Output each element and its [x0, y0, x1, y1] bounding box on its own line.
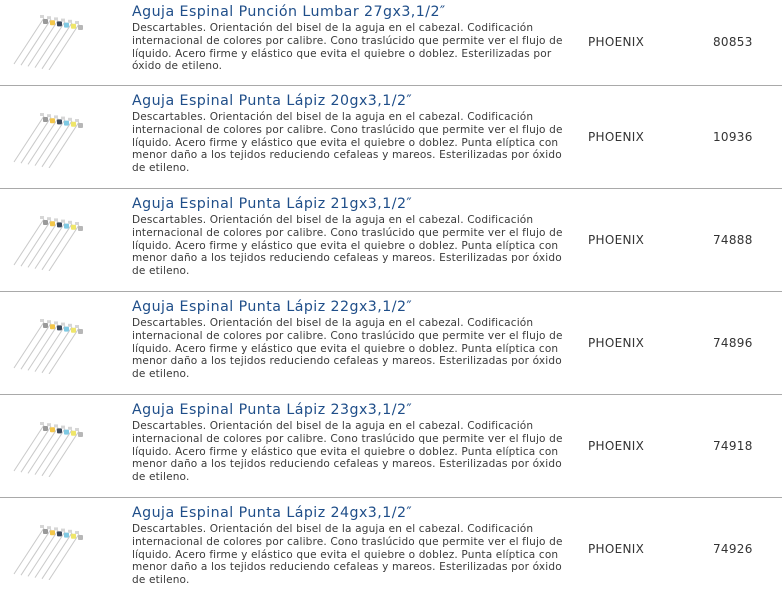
- product-code: 74896: [713, 336, 753, 350]
- needle-shaft: [42, 327, 72, 373]
- needle-cap: [75, 222, 79, 225]
- needle-cap: [54, 321, 58, 324]
- needle-hub: [57, 222, 62, 227]
- needle-shaft: [35, 223, 65, 269]
- needle-cap: [75, 21, 79, 24]
- product-description: Descartables. Orientación del bisel de la aguja en el cabezal. Codificación internacional de colores por calibre. Cono traslúcido que permite ver el flujo de líquido. Acero firme y elástico que evita el quiebre o doblez. Punta elíptica con menor daño a los tejidos reduciendo cefaleas y mareos. Esterilizadas por óxido de etileno.: [132, 523, 563, 587]
- needle-shaft: [21, 19, 51, 65]
- needle-hub: [64, 533, 69, 538]
- needle-shaft: [42, 121, 72, 167]
- product-title[interactable]: Aguja Espinal Punta Lápiz 22gx3,1/2″: [132, 299, 413, 315]
- product-description: Descartables. Orientación del bisel de la aguja en el cabezal. Codificación internacional de colores por calibre. Cono traslúcido que permite ver el flujo de líquido. Acero firme y elástico que evita el quiebre o doblez. Punta elíptica con menor daño a los tejidos reduciendo cefaleas y mareos. Esterilizadas por óxido de etileno.: [132, 214, 563, 278]
- needle-hub: [64, 327, 69, 332]
- product-row[interactable]: [0, 292, 782, 395]
- needle-shaft: [42, 224, 72, 270]
- needle-cap: [40, 113, 44, 116]
- needle-shaft: [28, 118, 58, 164]
- needle-shaft: [35, 532, 65, 578]
- product-description: Descartables. Orientación del bisel de la aguja en el cabezal. Codificación internacional de colores por calibre. Cono traslúcido que permite ver el flujo de líquido. Acero firme y elástico que evita el quiebre o doblez. Punta elíptica con menor daño a los tejidos reduciendo cefaleas y mareos. Esterilizadas por óxido de etileno.: [132, 420, 563, 484]
- needle-cap: [47, 114, 51, 117]
- needle-cap: [47, 423, 51, 426]
- needle-hub: [71, 534, 76, 539]
- needle-shaft: [35, 326, 65, 372]
- needle-cap: [75, 325, 79, 328]
- product-description: Descartables. Orientación del bisel de la aguja en el cabezal. Codificación internacional de colores por calibre. Cono traslúcido que permite ver el flujo de líquido. Acero firme y elástico que evita el quiebre o doblez. Punta elíptica con menor daño a los tejidos reduciendo cefaleas y mareos. Esterilizadas por óxido de etileno.: [132, 317, 563, 381]
- needle-set-thumbnail[interactable]: [10, 312, 116, 374]
- needle-cap: [68, 427, 72, 430]
- needle-cap: [75, 428, 79, 431]
- needle-cap: [47, 217, 51, 220]
- needle-shaft: [28, 221, 58, 267]
- needle-cap: [61, 117, 65, 120]
- needle-hub: [57, 325, 62, 330]
- needle-cap: [61, 220, 65, 223]
- needle-cap: [47, 526, 51, 529]
- needle-hub: [78, 123, 83, 128]
- needle-cap: [54, 218, 58, 221]
- needle-cap: [40, 15, 44, 18]
- needle-hub: [43, 529, 48, 534]
- product-row[interactable]: [0, 395, 782, 498]
- needle-cap: [75, 531, 79, 534]
- product-brand: PHOENIX: [588, 542, 645, 556]
- product-title[interactable]: Aguja Espinal Punta Lápiz 23gx3,1/2″: [132, 402, 413, 418]
- needle-shaft: [42, 430, 72, 476]
- needle-cap: [68, 20, 72, 23]
- needle-hub: [64, 121, 69, 126]
- product-description: Descartables. Orientación del bisel de la aguja en el cabezal. Codificación internacional de colores por calibre. Cono traslúcido que permite ver el flujo de líquido. Acero firme y elástico que evita el quiebre o doblez. Punta elíptica con menor daño a los tejidos reduciendo cefaleas y mareos. Esterilizadas por óxido de etileno.: [132, 111, 563, 175]
- needle-shaft: [21, 117, 51, 163]
- needle-shaft: [35, 429, 65, 475]
- needle-shaft: [49, 122, 79, 168]
- needle-cap: [68, 118, 72, 121]
- needle-shaft: [49, 328, 79, 374]
- needle-hub: [64, 430, 69, 435]
- needle-shaft: [49, 24, 79, 70]
- needle-cap: [54, 115, 58, 118]
- needle-shaft: [21, 529, 51, 575]
- product-row[interactable]: [0, 189, 782, 292]
- needle-hub: [71, 225, 76, 230]
- needle-cap: [40, 422, 44, 425]
- product-title[interactable]: Aguja Espinal Punta Lápiz 24gx3,1/2″: [132, 505, 413, 521]
- needle-hub: [50, 427, 55, 432]
- needle-set-thumbnail[interactable]: [10, 8, 116, 70]
- needle-cap: [54, 424, 58, 427]
- product-title[interactable]: Aguja Espinal Punción Lumbar 27gx3,1/2″: [132, 4, 446, 20]
- needle-shaft: [21, 220, 51, 266]
- needle-hub: [64, 224, 69, 229]
- product-code: 80853: [713, 35, 753, 49]
- needle-shaft: [14, 528, 44, 574]
- product-brand: PHOENIX: [588, 130, 645, 144]
- product-code: 74918: [713, 439, 753, 453]
- needle-cap: [40, 525, 44, 528]
- needle-hub: [78, 535, 83, 540]
- product-brand: PHOENIX: [588, 233, 645, 247]
- needle-hub: [78, 25, 83, 30]
- product-brand: PHOENIX: [588, 336, 645, 350]
- needle-shaft: [49, 534, 79, 580]
- needle-hub: [71, 122, 76, 127]
- product-brand: PHOENIX: [588, 35, 645, 49]
- needle-shaft: [35, 22, 65, 68]
- product-row[interactable]: [0, 498, 782, 599]
- needle-shaft: [14, 425, 44, 471]
- product-code: 74926: [713, 542, 753, 556]
- needle-cap: [40, 319, 44, 322]
- needle-hub: [50, 324, 55, 329]
- needle-shaft: [14, 219, 44, 265]
- needle-cap: [68, 221, 72, 224]
- needle-set-thumbnail[interactable]: [10, 518, 116, 580]
- needle-shaft: [28, 20, 58, 66]
- needle-shaft: [21, 426, 51, 472]
- needle-shaft: [14, 322, 44, 368]
- needle-hub: [71, 24, 76, 29]
- needle-hub: [78, 329, 83, 334]
- product-title[interactable]: Aguja Espinal Punta Lápiz 21gx3,1/2″: [132, 196, 413, 212]
- needle-hub: [57, 531, 62, 536]
- needle-cap: [47, 320, 51, 323]
- needle-hub: [57, 21, 62, 26]
- needle-hub: [43, 220, 48, 225]
- needle-cap: [68, 324, 72, 327]
- needle-cap: [54, 527, 58, 530]
- needle-shaft: [14, 116, 44, 162]
- needle-hub: [43, 19, 48, 24]
- needle-cap: [40, 216, 44, 219]
- needle-cap: [68, 530, 72, 533]
- needle-hub: [50, 530, 55, 535]
- needle-shaft: [42, 533, 72, 579]
- needle-shaft: [14, 18, 44, 64]
- product-brand: PHOENIX: [588, 439, 645, 453]
- needle-cap: [75, 119, 79, 122]
- needle-hub: [71, 431, 76, 436]
- product-code: 74888: [713, 233, 753, 247]
- needle-hub: [50, 221, 55, 226]
- needle-set-thumbnail[interactable]: [10, 415, 116, 477]
- needle-cap: [61, 19, 65, 22]
- needle-set-thumbnail[interactable]: [10, 209, 116, 271]
- needle-hub: [64, 23, 69, 28]
- product-description: Descartables. Orientación del bisel de la aguja en el cabezal. Codificación internacional de colores por calibre. Cono traslúcido que permite ver el flujo de líquido. Acero firme y elástico que evita el quiebre o doblez. Esterilizadas por óxido de etileno.: [132, 22, 563, 73]
- needle-hub: [43, 426, 48, 431]
- product-code: 10936: [713, 130, 753, 144]
- needle-shaft: [49, 431, 79, 477]
- needle-cap: [61, 529, 65, 532]
- needle-shaft: [21, 323, 51, 369]
- needle-hub: [50, 118, 55, 123]
- needle-cap: [47, 16, 51, 19]
- product-row[interactable]: [0, 0, 782, 86]
- needle-hub: [57, 119, 62, 124]
- needle-set-thumbnail[interactable]: [10, 106, 116, 168]
- needle-shaft: [49, 225, 79, 271]
- needle-cap: [61, 426, 65, 429]
- needle-hub: [78, 432, 83, 437]
- needle-hub: [78, 226, 83, 231]
- needle-hub: [43, 117, 48, 122]
- product-title[interactable]: Aguja Espinal Punta Lápiz 20gx3,1/2″: [132, 93, 413, 109]
- needle-hub: [50, 20, 55, 25]
- needle-shaft: [28, 530, 58, 576]
- product-row[interactable]: [0, 86, 782, 189]
- needle-shaft: [28, 427, 58, 473]
- needle-cap: [61, 323, 65, 326]
- needle-hub: [57, 428, 62, 433]
- needle-shaft: [28, 324, 58, 370]
- needle-hub: [71, 328, 76, 333]
- needle-shaft: [35, 120, 65, 166]
- needle-hub: [43, 323, 48, 328]
- needle-cap: [54, 17, 58, 20]
- needle-shaft: [42, 23, 72, 69]
